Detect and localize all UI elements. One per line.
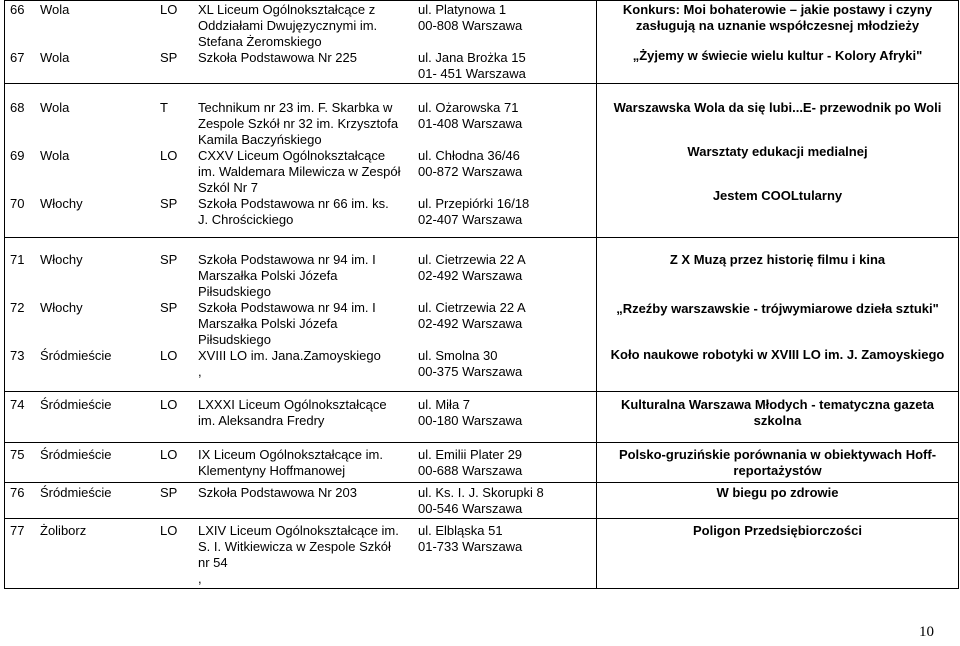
school-address: ul. Elbląska 51 01-733 Warszawa (418, 523, 523, 554)
schools-table (4, 0, 959, 589)
school-address: ul. Ożarowska 71 01-408 Warszawa (418, 100, 523, 131)
project-cell: Warszawska Wola da się lubi...E- przewodnik po Woli Warsztaty edukacji medialnej Jestem COOLtularny (597, 84, 959, 238)
school-address: ul. Smolna 30 00-375 Warszawa (418, 348, 523, 379)
project-cell: Z X Muzą przez historię filmu i kina „Rzeźby warszawskie - trójwymiarowe dzieła sztuki" Koło naukowe robotyki w XVIII LO im. J. Zamoyskiego (597, 238, 959, 392)
school-address: ul. Platynowa 1 00-808 Warszawa (418, 2, 523, 33)
school-name: Szkoła Podstawowa nr 66 im. ks. J. Chrościckiego (198, 196, 389, 227)
school-name: LXXXI Liceum Ogólnokształcące im. Aleksandra Fredry (198, 397, 387, 428)
school-address: ul. Jana Brożka 15 01- 451 Warszawa (418, 50, 526, 81)
list-item: 75 Śródmieście LO IX Liceum Ogólnokształcące im. Klementyny Hoffmanowej ul. Emilii Plater 29 00-688 Warszawa (10, 447, 523, 478)
schools-cell (5, 443, 597, 483)
row-number: 67 (10, 50, 25, 65)
school-name: LXIV Liceum Ogólnokształcące im. S. I. Witkiewicza w Zespole Szkół nr 54 , (198, 523, 399, 586)
school-name: CXXV Liceum Ogólnokształcące im. Waldemara Milewicza w Zespół Szkól Nr 7 (198, 148, 401, 195)
school-address: ul. Przepiórki 16/18 02-407 Warszawa (418, 196, 530, 227)
project-cell: Poligon Przedsiębiorczości (597, 519, 959, 589)
school-address: ul. Emilii Plater 29 00-688 Warszawa (418, 447, 523, 478)
list-item: 76 Śródmieście SP Szkoła Podstawowa Nr 203 ul. Ks. I. J. Skorupki 8 00-546 Warszawa (10, 485, 544, 516)
project-cell: Kulturalna Warszawa Młodych - tematyczna gazeta szkolna (597, 392, 959, 443)
list-item: 77 Żoliborz LO LXIV Liceum Ogólnokształcące im. S. I. Witkiewicza w Zespole Szkół nr 54 , ul. Elbląska 51 01-733 Warszawa (10, 523, 523, 586)
schools-cell (5, 238, 597, 392)
schools-cell (5, 519, 597, 589)
school-name: XL Liceum Ogólnokształcące z Oddziałami Dwujęzycznymi im. Stefana Żeromskiego (198, 2, 378, 49)
list-item: 68 Wola T Technikum nr 23 im. F. Skarbka w Zespole Szkół nr 32 im. Krzysztofa Kamila Baczyńskiego ul. Ożarowska 71 01-408 Warszawa (10, 100, 523, 147)
list-item (10, 2, 591, 50)
school-name: Szkoła Podstawowa nr 94 im. I Marszałka Polski Józefa Piłsudskiego (198, 252, 376, 299)
school-name: IX Liceum Ogólnokształcące im. Klementyny Hoffmanowej (198, 447, 383, 478)
district: Wola (40, 2, 70, 17)
list-item: 74 Śródmieście LO LXXXI Liceum Ogólnokształcące im. Aleksandra Fredry ul. Miła 7 00-180 Warszawa (10, 397, 523, 428)
school-type: SP (160, 50, 178, 65)
schools-cell (5, 392, 597, 443)
table-row (5, 483, 959, 519)
list-item (10, 50, 591, 82)
school-address: ul. Chłodna 36/46 00-872 Warszawa (418, 148, 523, 179)
table-row (5, 519, 959, 589)
list-item: 73 Śródmieście LO XVIII LO im. Jana.Zamoyskiego , ul. Smolna 30 00-375 Warszawa (10, 348, 523, 379)
school-name: Szkoła Podstawowa Nr 225 (198, 50, 357, 65)
list-item: 71 Włochy SP Szkoła Podstawowa nr 94 im. I Marszałka Polski Józefa Piłsudskiego ul. Cietrzewia 22 A 02-492 Warszawa (10, 252, 526, 299)
schools-cell (5, 84, 597, 238)
schools-cell (5, 1, 597, 84)
table-row (5, 392, 959, 443)
table-row (5, 238, 959, 392)
list-item: 70 Włochy SP Szkoła Podstawowa nr 66 im. ks. J. Chrościckiego ul. Przepiórki 16/18 02-407 Warszawa (10, 196, 530, 227)
table-row (5, 443, 959, 483)
table-row (5, 1, 959, 84)
project-cell: Polsko-gruzińskie porównania w obiektywach Hoff- reportażystów (597, 443, 959, 483)
district: Wola (40, 50, 70, 65)
page-number: 10 (919, 624, 934, 640)
row-number: 66 (10, 2, 25, 17)
school-type: LO (160, 2, 178, 17)
school-address: ul. Ks. I. J. Skorupki 8 00-546 Warszawa (418, 485, 544, 516)
school-name: Szkoła Podstawowa nr 94 im. I Marszałka Polski Józefa Piłsudskiego (198, 300, 376, 347)
school-name: Szkoła Podstawowa Nr 203 (198, 485, 357, 500)
table-row (5, 84, 959, 238)
school-name: XVIII LO im. Jana.Zamoyskiego , (198, 348, 381, 379)
school-address: ul. Cietrzewia 22 A 02-492 Warszawa (418, 252, 526, 283)
school-name: Technikum nr 23 im. F. Skarbka w Zespole Szkół nr 32 im. Krzysztofa Kamila Baczyńskiego (198, 100, 399, 147)
school-address: ul. Miła 7 00-180 Warszawa (418, 397, 523, 428)
project-cell: Konkurs: Moi bohaterowie – jakie postawy i czyny zasługują na uznanie współczesnej młodzieży „Żyjemy w świecie wielu kultur - Kolory Afryki" (597, 1, 959, 84)
schools-cell (5, 483, 597, 519)
school-address: ul. Cietrzewia 22 A 02-492 Warszawa (418, 300, 526, 331)
list-item: 72 Włochy SP Szkoła Podstawowa nr 94 im. I Marszałka Polski Józefa Piłsudskiego ul. Cietrzewia 22 A 02-492 Warszawa (10, 300, 526, 347)
project-cell: W biegu po zdrowie (597, 483, 959, 519)
list-item: 69 Wola LO CXXV Liceum Ogólnokształcące im. Waldemara Milewicza w Zespół Szkól Nr 7 ul. Chłodna 36/46 00-872 Warszawa (10, 148, 523, 195)
